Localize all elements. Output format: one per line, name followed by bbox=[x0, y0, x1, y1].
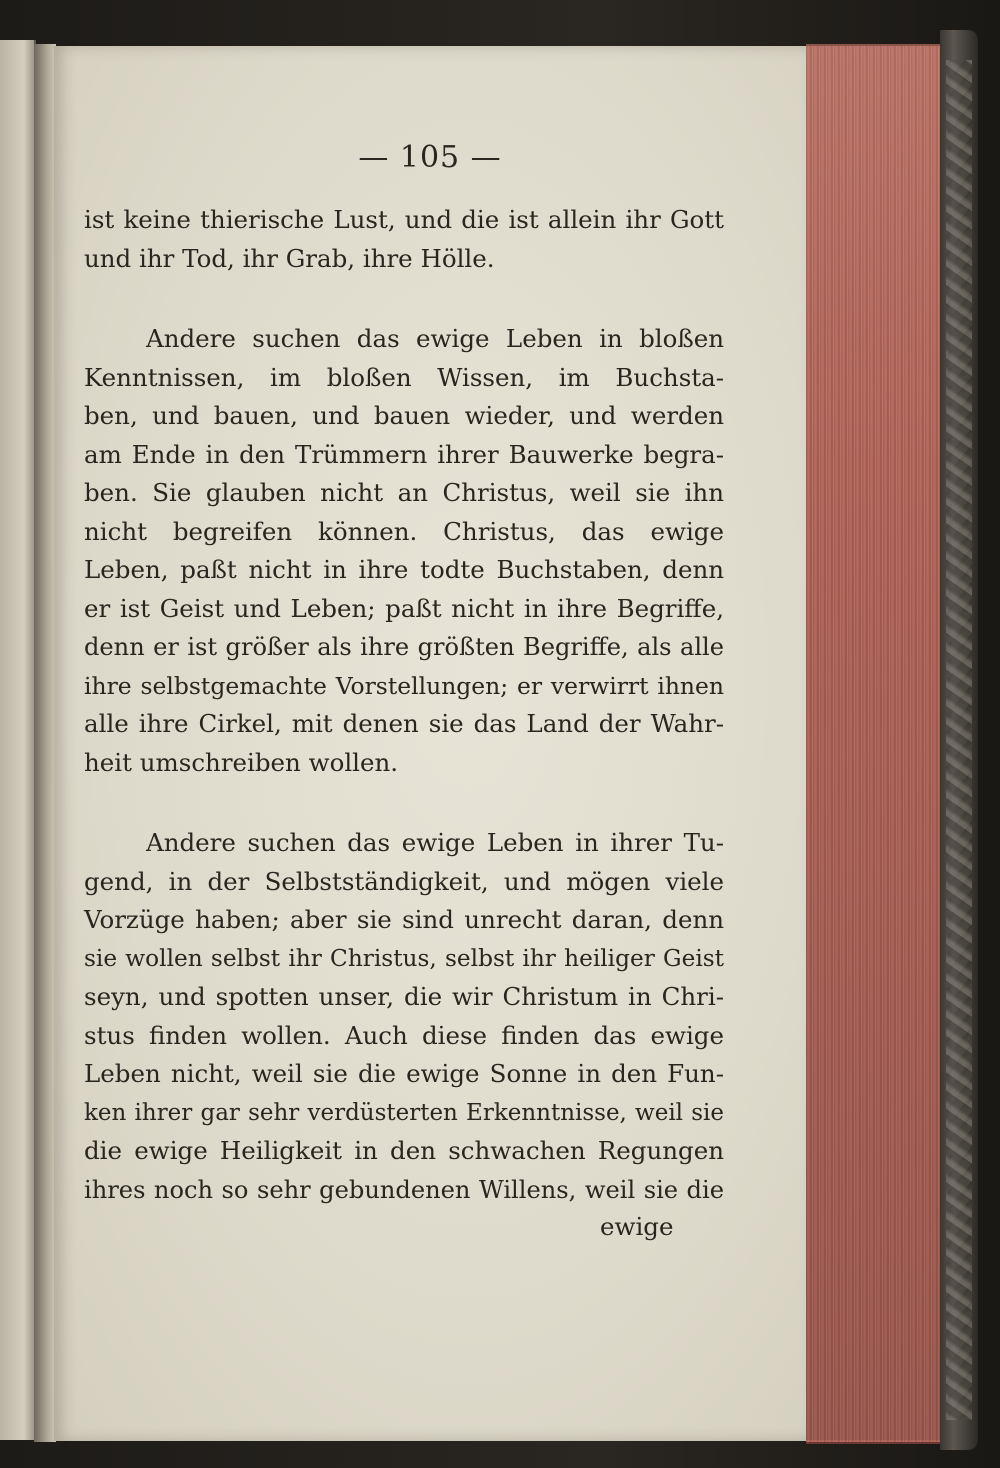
marbled-cover-pattern bbox=[946, 60, 972, 1420]
text-line: Andere suchen das ewige Leben in bloßen bbox=[146, 324, 724, 353]
page-block-shade bbox=[806, 44, 940, 1440]
text-line: Leben nicht, weil sie die ewige Sonne in den Fun- bbox=[84, 1059, 724, 1088]
text-line: ist keine thierische Lust, und die ist allein ihr Gott bbox=[84, 205, 724, 234]
text-line: Andere suchen das ewige Leben in ihrer Tu- bbox=[146, 828, 724, 857]
catchword: ewige bbox=[600, 1212, 674, 1241]
text-line: Leben, paßt nicht in ihre todte Buchstaben, denn bbox=[84, 555, 724, 584]
paragraph-2 bbox=[84, 320, 724, 782]
text-line: Vorzüge haben; aber sie sind unrecht daran, denn bbox=[84, 905, 724, 934]
text-line: ben, und bauen, und bauen wieder, und werden bbox=[84, 401, 724, 430]
text-line: ken ihrer gar sehr verdüsterten Erkenntnisse, weil sie bbox=[84, 1099, 724, 1126]
text-line: die ewige Heiligkeit in den schwachen Regungen bbox=[84, 1136, 724, 1165]
text-line: heit umschreiben wollen. bbox=[84, 747, 399, 777]
page-number-header: — 105 — bbox=[358, 140, 502, 175]
text-line: er ist Geist und Leben; paßt nicht in ihre Begriffe, bbox=[84, 593, 724, 623]
text-line: ihre selbstgemachte Vorstellungen; er verwirrt ihnen bbox=[84, 671, 724, 700]
facing-page-edge bbox=[0, 40, 36, 1440]
text-line: Kenntnissen, im bloßen Wissen, im Buchsta- bbox=[84, 362, 724, 392]
paragraph-3 bbox=[84, 824, 724, 1209]
book-gutter bbox=[34, 44, 56, 1442]
text-line: alle ihre Cirkel, mit denen sie das Land der Wahr- bbox=[84, 709, 724, 738]
text-line: am Ende in den Trümmern ihrer Bauwerke begra- bbox=[84, 439, 724, 469]
text-line: nicht begreifen können. Christus, das ewige bbox=[84, 516, 724, 546]
paragraph-1 bbox=[84, 201, 724, 278]
text-line: sie wollen selbst ihr Christus, selbst ihr heiliger Geist bbox=[84, 944, 724, 972]
text-line: und ihr Tod, ihr Grab, ihre Hölle. bbox=[84, 243, 495, 273]
text-line: denn er ist größer als ihre größten Begriffe, als alle bbox=[84, 633, 724, 661]
text-line: ihres noch so sehr gebundenen Willens, weil sie die bbox=[84, 1175, 724, 1204]
text-line: stus finden wollen. Auch diese finden das ewige bbox=[84, 1020, 724, 1050]
text-line: gend, in der Selbstständigkeit, und mögen viele bbox=[84, 866, 724, 896]
text-line: seyn, und spotten unser, die wir Christum in Chri- bbox=[84, 982, 724, 1011]
text-line: ben. Sie glauben nicht an Christus, weil sie ihn bbox=[84, 478, 724, 507]
